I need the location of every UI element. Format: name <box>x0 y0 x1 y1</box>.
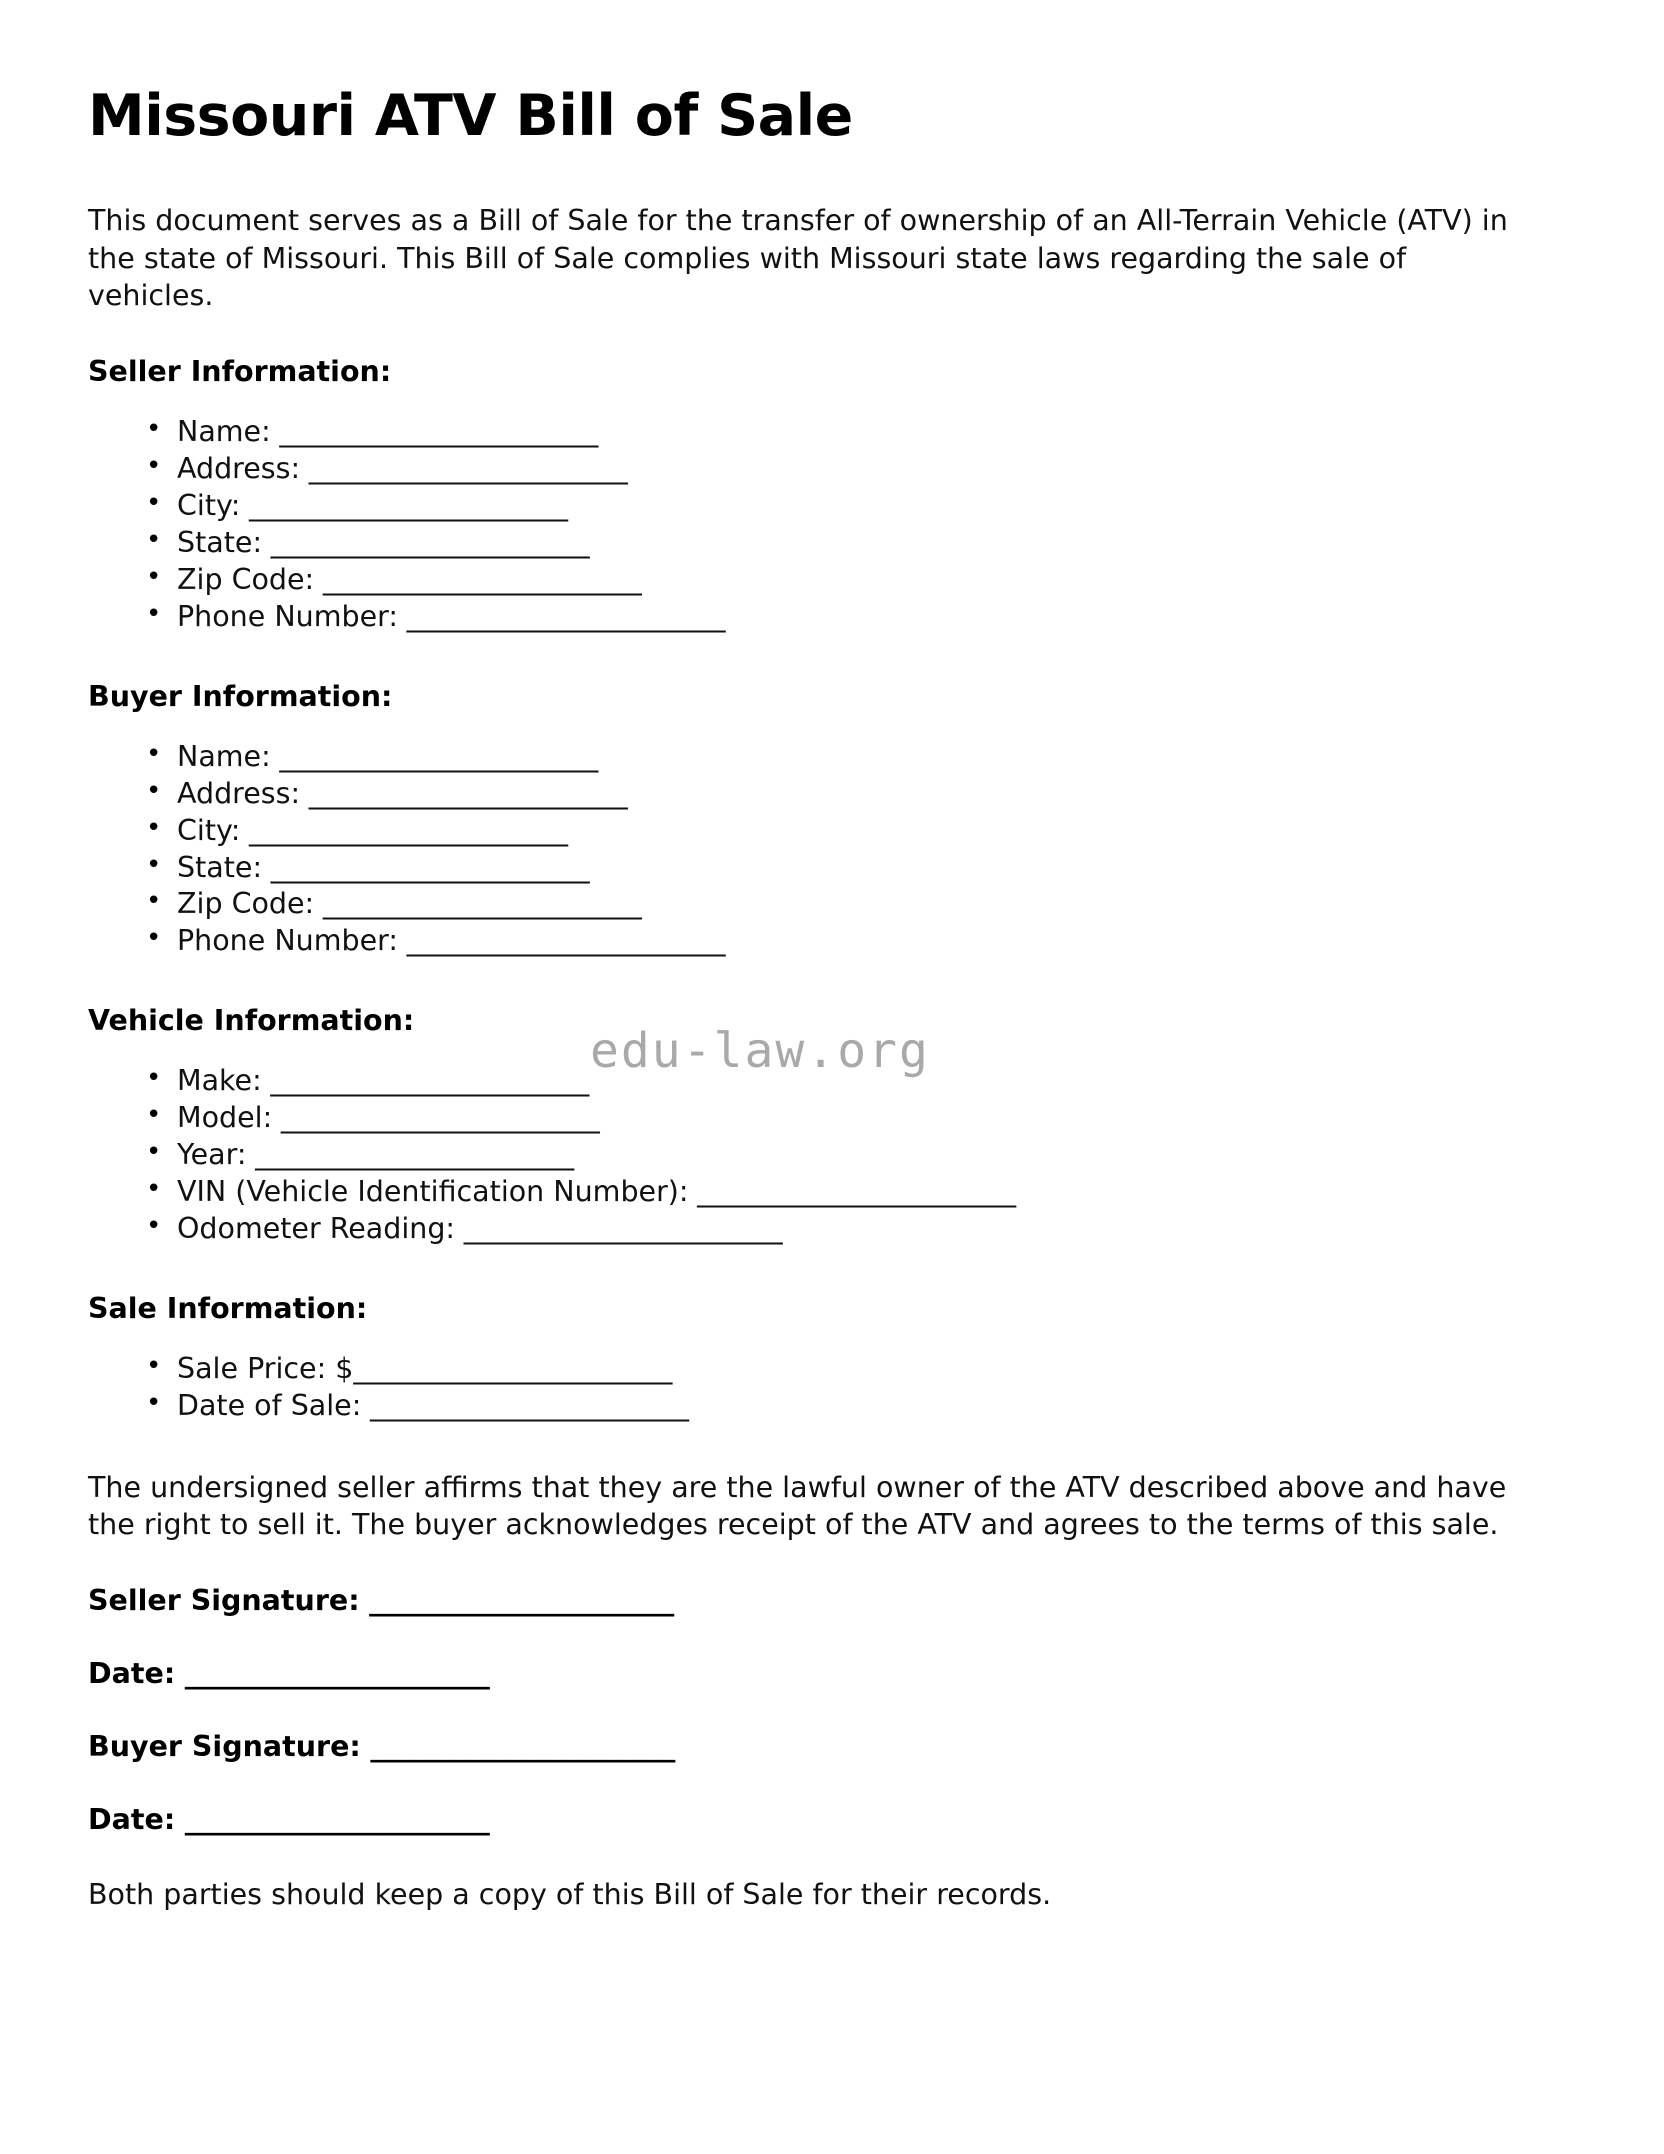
buyer-signature-line <box>88 1730 1574 1763</box>
sale-information-heading: Sale Information: <box>88 1291 368 1325</box>
closing-note: Both parties should keep a copy of this Bill of Sale for their records. <box>88 1878 1052 1912</box>
field-sale-price <box>146 1351 1574 1388</box>
field-blank-line[interactable]: _______________________ <box>246 1138 574 1172</box>
field-label: Name: <box>177 415 271 449</box>
field-blank-line[interactable]: _______________________ <box>240 489 568 523</box>
field-label: Name: <box>177 739 271 773</box>
seller-information-fields <box>88 414 1574 635</box>
field-seller-address <box>146 451 1574 488</box>
field-blank-line[interactable]: _______________________ <box>397 599 726 633</box>
field-label: Zip Code: <box>177 562 315 596</box>
field-blank-line[interactable]: _______________________ <box>455 1211 783 1245</box>
field-label: Make: <box>177 1064 262 1098</box>
field-blank-line[interactable]: _______________________ <box>314 562 642 596</box>
buyer-signature-blank[interactable]: ______________________ <box>360 1730 676 1764</box>
field-buyer-city <box>146 813 1574 850</box>
intro-paragraph: This document serves as a Bill of Sale for the transfer of ownership of an All-Terrain Vehicle (ATV) in the state of Missouri. This Bill of Sale complies with Missouri state laws regarding the sale of vehicles. <box>88 203 1508 313</box>
field-buyer-phone-number <box>146 923 1574 960</box>
field-seller-name <box>146 414 1574 451</box>
field-blank-line[interactable]: _______________________ <box>262 526 590 560</box>
field-blank-line[interactable]: _______________________ <box>270 739 598 773</box>
field-buyer-zip-code <box>146 886 1574 923</box>
field-label: State: <box>177 850 263 884</box>
seller-date-blank[interactable]: ______________________ <box>175 1657 490 1691</box>
field-blank-line[interactable]: _______________________ <box>262 850 590 884</box>
field-blank-line[interactable]: _______________________ <box>270 415 598 449</box>
field-vehicle-make <box>146 1063 1574 1100</box>
sale-information-fields <box>88 1351 1574 1425</box>
field-vehicle-year <box>146 1137 1574 1174</box>
field-label: Odometer Reading: <box>177 1211 456 1245</box>
field-buyer-address <box>146 776 1574 813</box>
buyer-date-line <box>88 1803 1574 1836</box>
seller-signature-label: Seller Signature: <box>88 1584 360 1618</box>
field-blank-line[interactable]: _______________________ <box>314 887 642 921</box>
field-seller-phone-number <box>146 599 1574 636</box>
field-blank-line[interactable]: _______________________ <box>361 1388 689 1422</box>
buyer-date-blank[interactable]: ______________________ <box>175 1803 490 1837</box>
field-label: Address: <box>177 452 301 486</box>
signature-block <box>88 1584 1574 1836</box>
buyer-signature-label: Buyer Signature: <box>88 1730 361 1764</box>
field-blank-line[interactable]: _______________________ <box>261 1064 589 1098</box>
page-title: Missouri ATV Bill of Sale <box>88 83 853 149</box>
field-vehicle-model <box>146 1100 1574 1137</box>
field-label: Zip Code: <box>177 887 315 921</box>
field-seller-zip-code <box>146 562 1574 599</box>
seller-signature-line <box>88 1584 1574 1617</box>
field-label: State: <box>177 526 263 560</box>
seller-date-label: Date: <box>88 1657 176 1691</box>
field-seller-city <box>146 488 1574 525</box>
field-vehicle-vin <box>146 1174 1574 1211</box>
field-blank-line[interactable]: _______________________ <box>272 1101 600 1135</box>
field-seller-state <box>146 525 1574 562</box>
field-date-of-sale <box>146 1388 1574 1425</box>
field-buyer-name <box>146 739 1574 776</box>
affirmation-paragraph: The undersigned seller affirms that they are the lawful owner of the ATV described above and have the right to sell it. The buyer acknowledges receipt of the ATV and agrees to the terms of this sale. <box>88 1470 1507 1542</box>
field-blank-line[interactable]: _______________________ <box>240 813 568 847</box>
field-label: VIN (Vehicle Identification Number): <box>177 1174 689 1208</box>
field-label: City: <box>177 813 241 847</box>
field-blank-line[interactable]: _______________________ <box>300 776 628 810</box>
buyer-information-fields <box>88 739 1574 960</box>
field-blank-line[interactable]: _______________________ <box>397 924 726 958</box>
field-label: Sale Price: $ <box>177 1351 354 1385</box>
site-watermark: edu-law.org <box>590 1023 930 1079</box>
field-blank-line[interactable]: _______________________ <box>353 1351 672 1385</box>
vehicle-information-fields <box>88 1063 1574 1248</box>
vehicle-information-heading: Vehicle Information: <box>88 1004 415 1038</box>
seller-information-heading: Seller Information: <box>88 355 392 389</box>
field-label: Date of Sale: <box>177 1388 362 1422</box>
buyer-date-label: Date: <box>88 1803 176 1837</box>
field-blank-line[interactable]: _______________________ <box>300 452 628 486</box>
seller-signature-blank[interactable]: ______________________ <box>359 1584 674 1618</box>
field-label: Model: <box>177 1101 273 1135</box>
field-blank-line[interactable]: _______________________ <box>688 1174 1016 1208</box>
field-label: Phone Number: <box>177 599 398 633</box>
field-vehicle-odometer-reading <box>146 1211 1574 1248</box>
field-label: Address: <box>177 776 301 810</box>
seller-date-line <box>88 1657 1574 1690</box>
field-label: Year: <box>177 1138 247 1172</box>
field-label: Phone Number: <box>177 924 398 958</box>
field-buyer-state <box>146 850 1574 887</box>
buyer-information-heading: Buyer Information: <box>88 679 393 713</box>
field-label: City: <box>177 489 241 523</box>
